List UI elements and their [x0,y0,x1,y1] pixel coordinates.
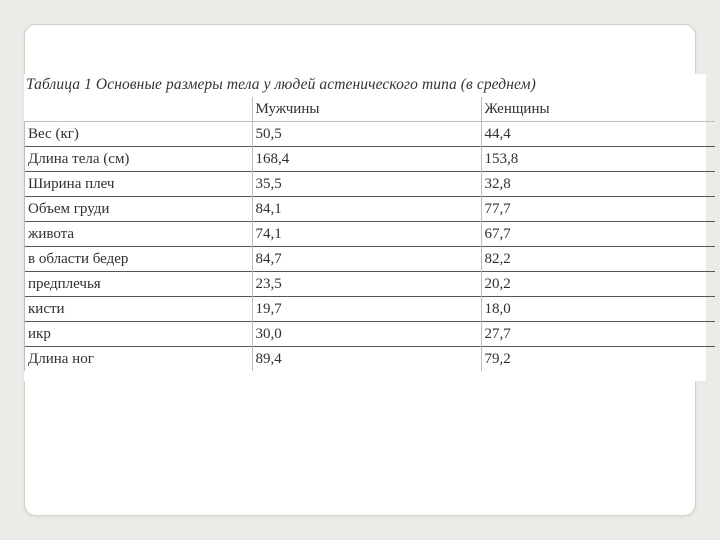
row-label: живота [25,222,253,247]
table-row [25,147,715,172]
men-value: 74,1 [252,222,481,247]
women-value: 79,2 [484,350,511,367]
men-value: 30,0 [252,322,481,347]
men-value: 35,5 [252,172,481,197]
table-row [25,197,715,222]
table-row [25,247,715,272]
table-row [25,297,715,322]
row-label: в области бедер [25,247,253,272]
header-men: Мужчины [252,97,481,122]
women-value: 153,8 [484,150,519,167]
row-label: икр [25,322,253,347]
row-label: Ширина плеч [25,172,253,197]
table-row [25,322,715,347]
women-value: 77,7 [484,200,511,217]
table-header-row [25,97,715,122]
men-value: 168,4 [252,147,481,172]
table-row [25,122,715,147]
men-value: 19,7 [252,297,481,322]
document-image [24,74,706,381]
table-row [25,347,715,372]
men-value: 84,7 [252,247,481,272]
women-value: 67,7 [484,225,511,242]
body-measurements-table [24,97,715,371]
row-label: Объем груди [25,197,253,222]
women-value: 18,0 [484,300,511,317]
women-value: 32,8 [484,175,511,192]
header-women: Женщины [484,100,550,117]
row-label: кисти [25,297,253,322]
table-row [25,172,715,197]
men-value: 50,5 [252,122,481,147]
table-row [25,272,715,297]
men-value: 23,5 [252,272,481,297]
men-value: 84,1 [252,197,481,222]
row-label: предплечья [25,272,253,297]
women-value: 27,7 [484,325,511,342]
row-label: Длина тела (см) [25,147,253,172]
table-row [25,222,715,247]
header-empty-cell [25,97,253,122]
row-label: Вес (кг) [25,122,253,147]
women-value: 20,2 [484,275,511,292]
table-caption: Таблица 1 Основные размеры тела у людей астенического типа (в среднем) [26,76,536,93]
row-label: Длина ног [25,347,253,372]
men-value: 89,4 [252,347,481,372]
women-value: 44,4 [484,125,511,142]
women-value: 82,2 [484,250,511,267]
